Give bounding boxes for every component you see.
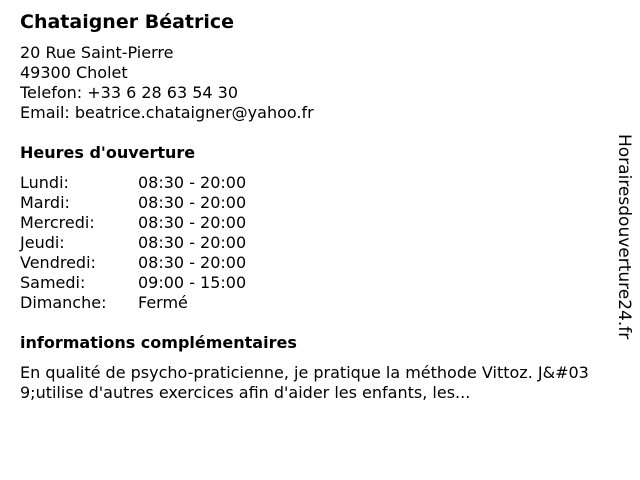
address-street: 20 Rue Saint-Pierre — [20, 43, 174, 62]
day-label: Dimanche: — [20, 293, 107, 312]
hours-row-thursday — [20, 233, 610, 253]
day-label: Lundi: — [20, 173, 69, 192]
time-value: 08:30 - 20:00 — [138, 233, 247, 252]
hours-row-monday — [20, 173, 610, 193]
day-label: Mardi: — [20, 193, 70, 212]
day-label: Samedi: — [20, 273, 86, 292]
info-description: En qualité de psycho-praticienne, je pratique la méthode Vittoz. J&#039;utilise d'autres exercices afin d'aider les enfants, les... — [20, 363, 589, 402]
day-label: Jeudi: — [20, 233, 65, 252]
day-label: Vendredi: — [20, 253, 96, 272]
hours-row-sunday — [20, 293, 610, 313]
hours-row-tuesday — [20, 193, 610, 213]
day-label: Mercredi: — [20, 213, 95, 232]
hours-table — [20, 173, 610, 313]
hours-row-friday — [20, 253, 610, 273]
time-value: Fermé — [138, 293, 188, 312]
time-value: 08:30 - 20:00 — [138, 253, 247, 272]
time-value: 08:30 - 20:00 — [138, 213, 247, 232]
info-heading: informations complémentaires — [20, 333, 297, 352]
hours-row-wednesday — [20, 213, 610, 233]
business-card — [20, 10, 610, 403]
hours-row-saturday — [20, 273, 610, 293]
site-watermark: Horairesdouverture24.fr — [614, 134, 634, 340]
time-value: 08:30 - 20:00 — [138, 173, 247, 192]
hours-heading: Heures d'ouverture — [20, 143, 196, 162]
address-city: 49300 Cholet — [20, 63, 128, 82]
time-value: 08:30 - 20:00 — [138, 193, 247, 212]
email-address: Email: beatrice.chataigner@yahoo.fr — [20, 103, 314, 122]
phone-number: Telefon: +33 6 28 63 54 30 — [20, 83, 239, 102]
business-name: Chataigner Béatrice — [20, 11, 235, 33]
time-value: 09:00 - 15:00 — [138, 273, 247, 292]
